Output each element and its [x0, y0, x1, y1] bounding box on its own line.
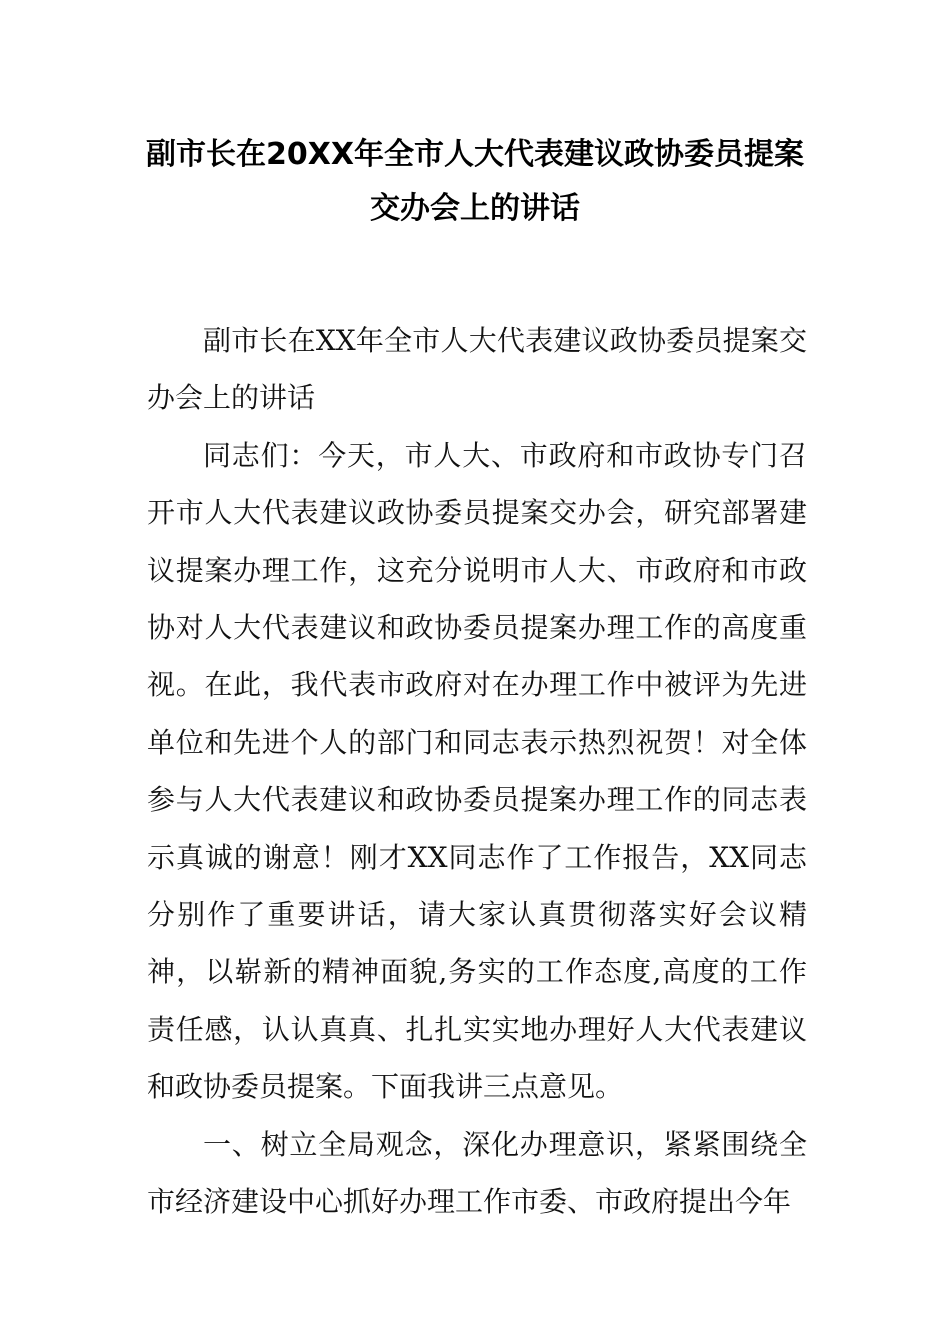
document-body: [147, 312, 807, 1231]
paragraph-greeting: 同志们：今天，市人大、市政府和市政协专门召开市人大代表建议政协委员提案交办会，研究部署建议提案办理工作，这充分说明市人大、市政府和市政协对人大代表建议和政协委员提案办理工作的高度重视。在此，我代表市政府对在办理工作中被评为先进单位和先进个人的部门和同志表示热烈祝贺！对全体参与人大代表建议和政协委员提案办理工作的同志表示真诚的谢意！刚才XX同志作了工作报告，XX同志分别作了重要讲话，请大家认真贯彻落实好会议精神，以崭新的精神面貌,务实的工作态度,高度的工作责任感，认认真真、扎扎实实地办理好人大代表建议和政协委员提案。下面我讲三点意见。: [147, 438, 807, 1104]
document-title: 副市长在20XX年全市人大代表建议政协委员提案交办会上的讲话: [145, 137, 804, 226]
paragraph-heading-repeat: 副市长在XX年全市人大代表建议政协委员提案交办会上的讲话: [147, 324, 807, 415]
paragraph-section-one: 一、树立全局观念，深化办理意识，紧紧围绕全市经济建设中心抓好办理工作市委、市政府提出今年: [147, 1127, 807, 1219]
